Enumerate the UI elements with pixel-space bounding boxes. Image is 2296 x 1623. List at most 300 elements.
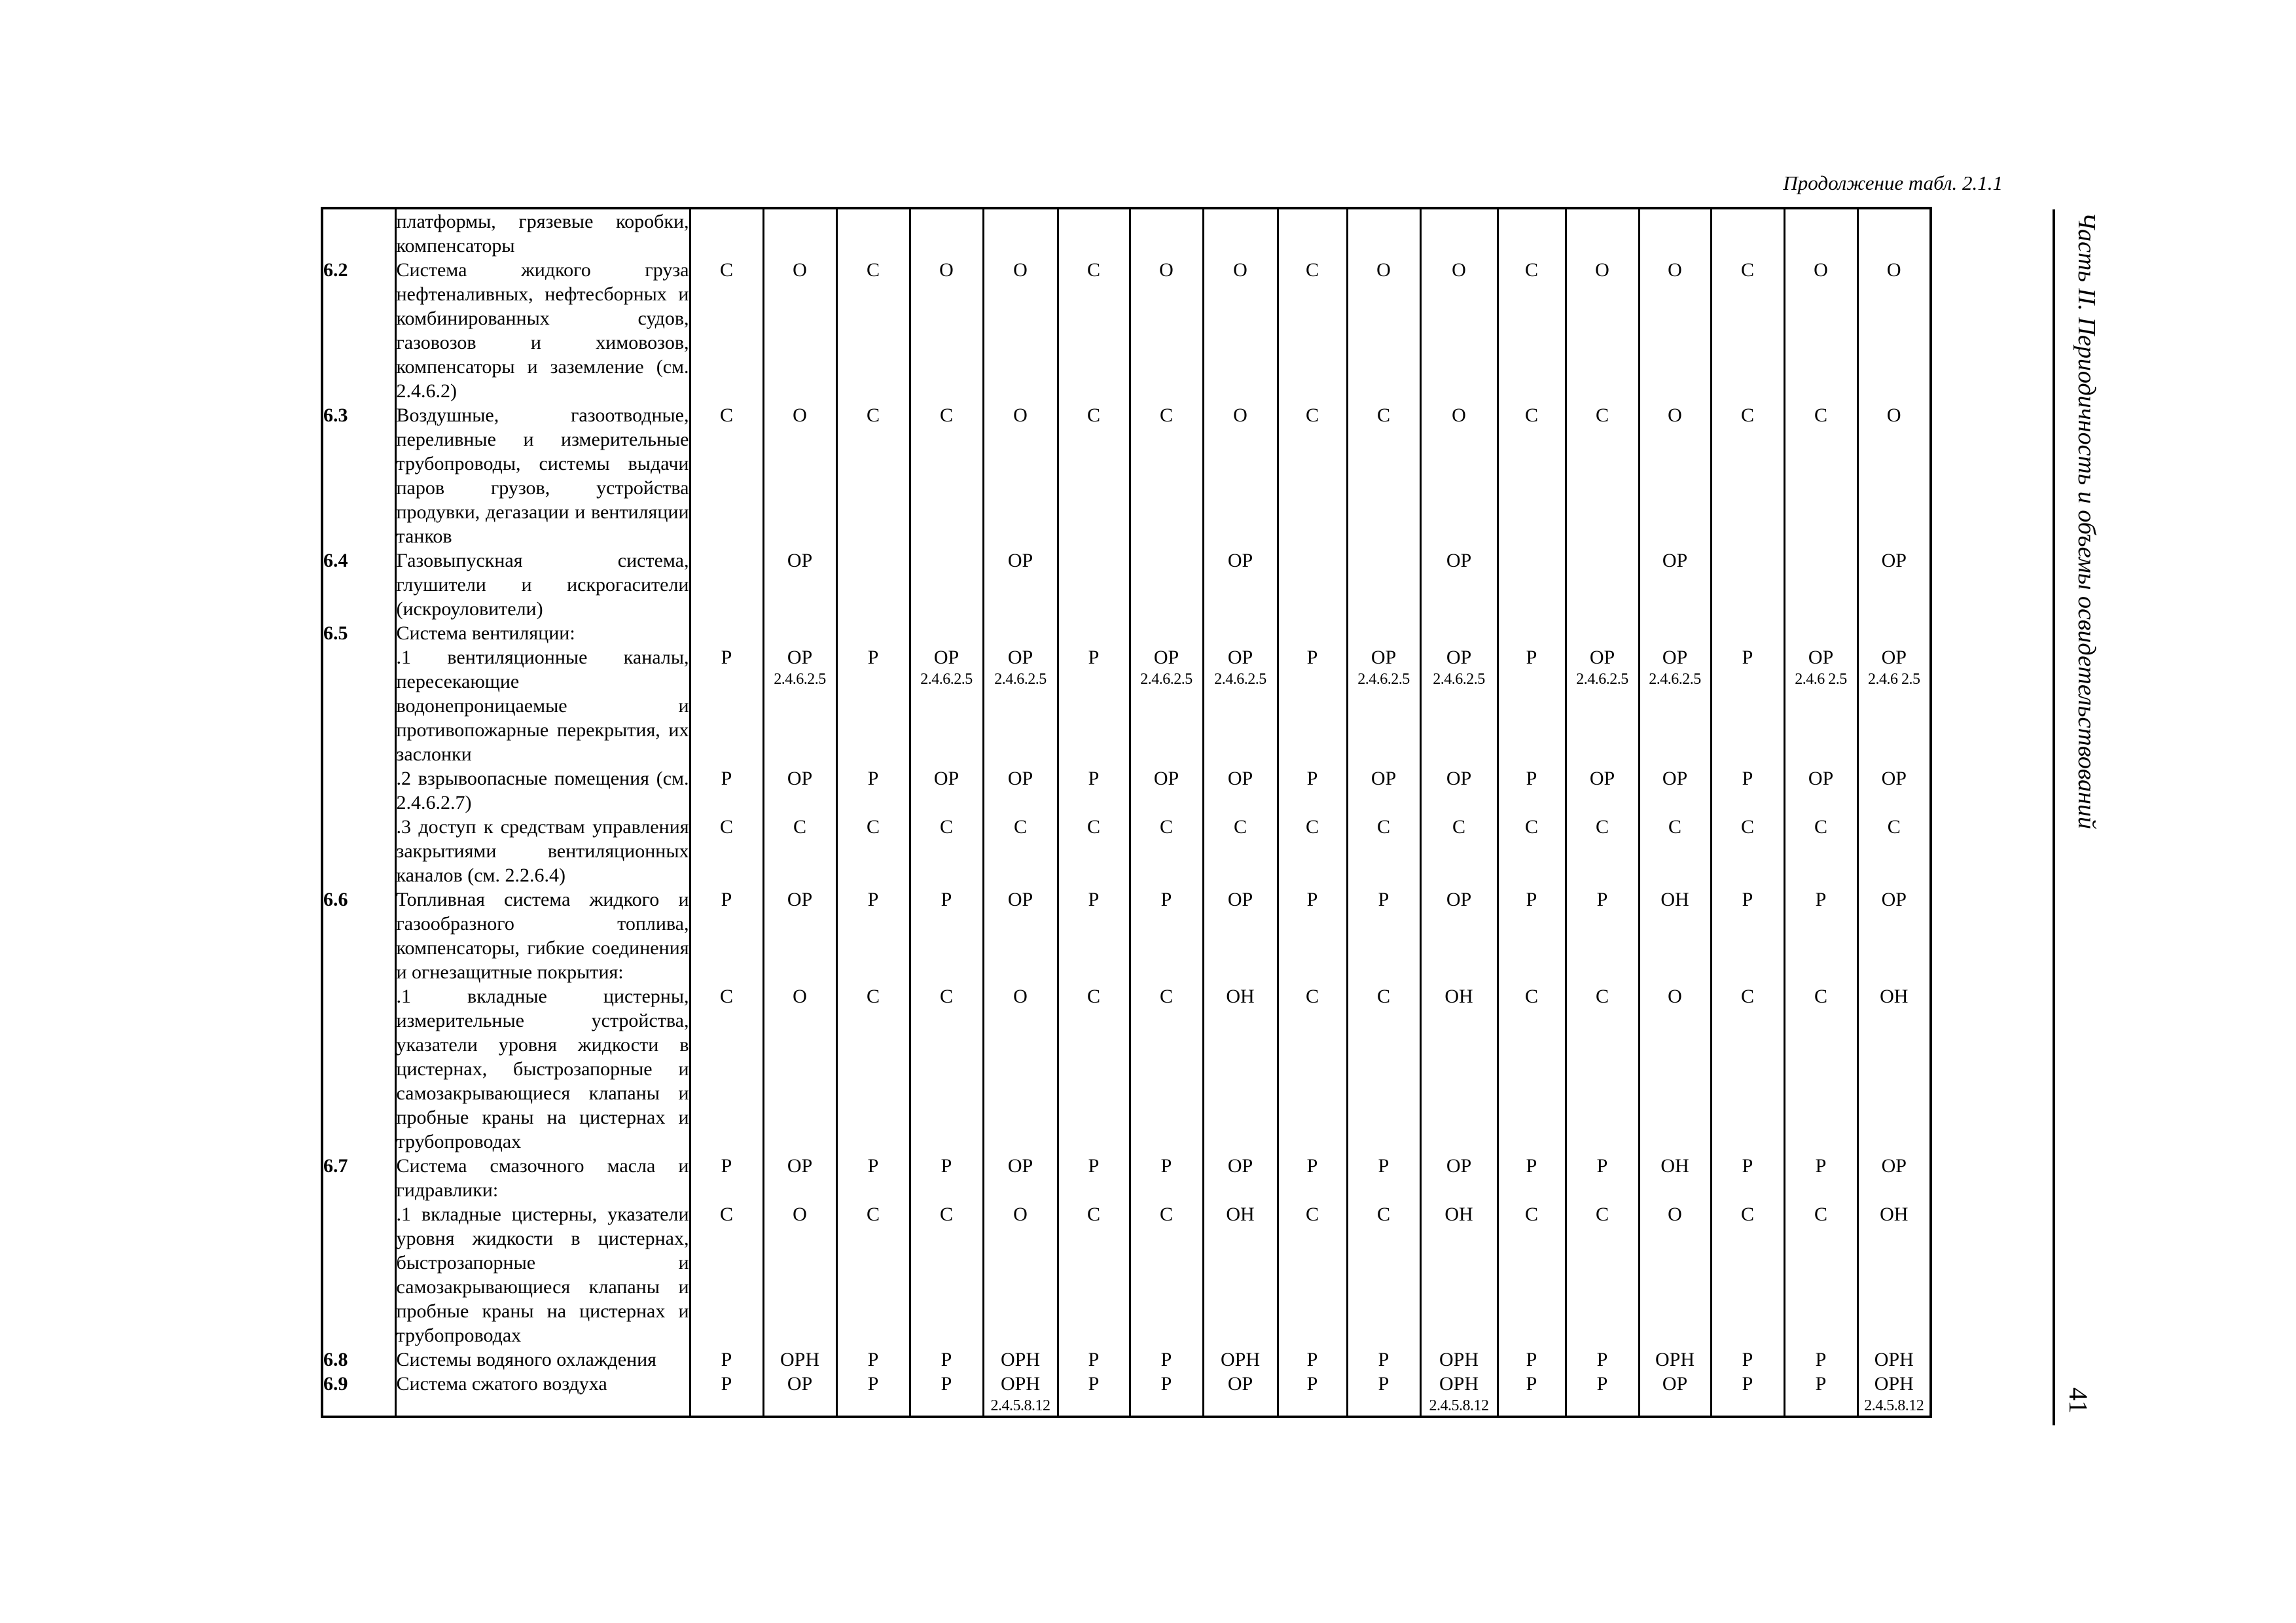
value-cell (690, 815, 763, 887)
value-cell (1058, 208, 1130, 258)
value-cell (1784, 1347, 1857, 1372)
cell-value: ОР (1589, 768, 1615, 789)
value-cell (1058, 1202, 1130, 1347)
cell-value: ОРН (1439, 1349, 1479, 1370)
cell-reference: 2.4.6.2.5 (1214, 671, 1266, 688)
cell-value: ОН (1226, 1204, 1255, 1225)
value-cell (1566, 887, 1639, 984)
value-cell (1278, 258, 1347, 403)
value-cell (1498, 645, 1566, 766)
value-cell (1130, 766, 1203, 815)
cell-value: С (1376, 816, 1390, 838)
cell-value: С (1086, 259, 1100, 281)
cell-value: С (1305, 404, 1319, 426)
value-cell (1278, 208, 1347, 258)
cell-value: Р (941, 1155, 952, 1177)
cell-value: С (1159, 986, 1173, 1007)
cell-value: Р (1306, 647, 1318, 668)
cell-value: С (719, 259, 733, 281)
value-cell (1420, 258, 1498, 403)
cell-value: ОР (1662, 1373, 1688, 1395)
value-cell (1784, 258, 1857, 403)
value-cell (983, 815, 1058, 887)
cell-value: ОР (1808, 647, 1834, 668)
cell-value: Р (1742, 1349, 1753, 1370)
cell-value: С (939, 1204, 953, 1225)
cell-value: С (1595, 986, 1609, 1007)
value-cell (910, 887, 983, 984)
cell-reference: 2.4.6.2.5 (1576, 671, 1628, 688)
value-cell (1784, 548, 1857, 621)
cell-value: Р (1306, 889, 1318, 910)
value-cell (1566, 766, 1639, 815)
cell-value: С (1086, 986, 1100, 1007)
value-cell (1857, 984, 1931, 1154)
value-cell (1566, 258, 1639, 403)
row-number: 6.5 (322, 621, 395, 645)
table-row (322, 403, 1931, 548)
value-cell (1857, 208, 1931, 258)
cell-value: Р (1526, 1373, 1537, 1395)
value-cell (1498, 548, 1566, 621)
value-cell (1203, 208, 1278, 258)
cell-value: С (1740, 1204, 1754, 1225)
value-cell (910, 766, 983, 815)
row-description: Система смазочного масла и гидравлики: (396, 1155, 689, 1201)
cell-value: С (719, 986, 733, 1007)
row-description: Система сжатого воздуха (395, 1372, 690, 1417)
cell-value: ОР (1153, 768, 1179, 789)
row-description: .1 вкладные цистерны, измерительные устройства, указатели уровня жидкости в цистернах, быстрозапорные и самозакрывающиеся клапаны и пробные краны на цистернах и трубопроводах (396, 986, 689, 1152)
cell-value: С (866, 816, 880, 838)
value-cell (1347, 1372, 1420, 1417)
cell-value: С (1305, 986, 1319, 1007)
value-cell (1498, 1347, 1566, 1372)
cell-value: С (866, 404, 880, 426)
value-cell (1711, 1347, 1784, 1372)
value-cell (763, 258, 836, 403)
value-cell (910, 815, 983, 887)
value-cell (1347, 645, 1420, 766)
value-cell (1347, 403, 1420, 548)
cell-reference: 2.4.5.8.12 (1864, 1397, 1924, 1414)
value-cell (1130, 1154, 1203, 1202)
cell-value: ОР (1007, 647, 1033, 668)
value-cell (836, 621, 910, 645)
value-cell (1130, 645, 1203, 766)
value-cell (1058, 887, 1130, 984)
cell-value: ОР (1662, 768, 1688, 789)
cell-value: С (1595, 1204, 1609, 1225)
cell-value: ОР (1227, 647, 1253, 668)
value-cell (690, 621, 763, 645)
cell-value: О (1013, 259, 1028, 281)
value-cell (1857, 621, 1931, 645)
cell-value: ОН (1444, 1204, 1473, 1225)
cell-value: С (939, 986, 953, 1007)
value-cell (1566, 1372, 1639, 1417)
value-cell (1203, 1372, 1278, 1417)
value-cell (1203, 258, 1278, 403)
value-cell (1566, 621, 1639, 645)
cell-value: ОР (1446, 647, 1472, 668)
cell-value: С (1814, 404, 1827, 426)
value-cell (1857, 766, 1931, 815)
row-number: 6.2 (322, 258, 395, 403)
value-cell (836, 403, 910, 548)
cell-value: О (793, 404, 807, 426)
cell-value: С (1740, 816, 1754, 838)
table-continuation-caption: Продолжение табл. 2.1.1 (1783, 171, 2003, 194)
value-cell (983, 1202, 1058, 1347)
cell-value: Р (1306, 768, 1318, 789)
value-cell (1711, 887, 1784, 984)
value-cell (1130, 984, 1203, 1154)
value-cell (690, 645, 763, 766)
value-cell (763, 984, 836, 1154)
value-cell (836, 645, 910, 766)
value-cell (1498, 208, 1566, 258)
value-cell (1278, 766, 1347, 815)
cell-value: ОРН (1655, 1349, 1695, 1370)
cell-reference: 2.4.6 2.5 (1795, 671, 1847, 688)
side-divider (2053, 209, 2055, 1425)
value-cell (1857, 548, 1931, 621)
cell-value: Р (1526, 889, 1537, 910)
cell-value: ОР (1371, 768, 1397, 789)
value-cell (1420, 1347, 1498, 1372)
cell-value: ОР (1662, 550, 1688, 571)
cell-value: С (1452, 816, 1465, 838)
cell-value: Р (1378, 1155, 1390, 1177)
value-cell (1566, 548, 1639, 621)
cell-value: ОР (1007, 768, 1033, 789)
value-cell (1857, 403, 1931, 548)
value-cell (1711, 1154, 1784, 1202)
cell-value: ОР (933, 768, 960, 789)
value-cell (1278, 1202, 1347, 1347)
value-cell (983, 548, 1058, 621)
value-cell (1566, 208, 1639, 258)
value-cell (690, 258, 763, 403)
value-cell (1639, 208, 1711, 258)
row-number (322, 1202, 395, 1347)
value-cell (1857, 887, 1931, 984)
value-cell (983, 766, 1058, 815)
value-cell (1130, 887, 1203, 984)
cell-value: С (1740, 986, 1754, 1007)
cell-value: ОРН (1000, 1349, 1040, 1370)
cell-value: С (719, 816, 733, 838)
cell-value: ОР (1227, 550, 1253, 571)
value-cell (1498, 258, 1566, 403)
value-cell (1347, 258, 1420, 403)
value-cell (1784, 766, 1857, 815)
value-cell (1347, 1202, 1420, 1347)
row-description: Системы водяного охлаждения (395, 1347, 690, 1372)
value-cell (763, 766, 836, 815)
value-cell (1784, 621, 1857, 645)
cell-value: О (793, 1204, 807, 1225)
value-cell (1058, 645, 1130, 766)
value-cell (763, 645, 836, 766)
value-cell (910, 1154, 983, 1202)
value-cell (1639, 403, 1711, 548)
cell-value: С (1086, 404, 1100, 426)
value-cell (1203, 815, 1278, 887)
page-number: 41 (2064, 1387, 2093, 1414)
value-cell (1639, 1372, 1711, 1417)
value-cell (1278, 403, 1347, 548)
cell-value: С (1159, 816, 1173, 838)
cell-reference: 2.4.6 2.5 (1868, 671, 1920, 688)
cell-value: Р (867, 1373, 879, 1395)
value-cell (910, 1347, 983, 1372)
value-cell (690, 1372, 763, 1417)
value-cell (1058, 258, 1130, 403)
cell-value: Р (1160, 1155, 1172, 1177)
cell-value: С (1524, 816, 1538, 838)
value-cell (1566, 1202, 1639, 1347)
value-cell (1058, 984, 1130, 1154)
row-number (322, 766, 395, 815)
value-cell (1278, 815, 1347, 887)
row-description: платформы, грязевые коробки, компенсаторы (395, 208, 690, 258)
value-cell (1203, 548, 1278, 621)
cell-value: С (1814, 816, 1827, 838)
value-cell (1203, 645, 1278, 766)
cell-value: Р (1742, 647, 1753, 668)
cell-value: Р (1526, 1155, 1537, 1177)
survey-scope-table (321, 207, 1932, 1418)
value-cell (836, 1154, 910, 1202)
row-number (322, 984, 395, 1154)
value-cell (763, 208, 836, 258)
cell-value: ОН (1660, 889, 1689, 910)
row-description: .1 вентиляционные каналы, пересекающие водонепроницаемые и противопожарные перекрытия, их заслонки (396, 647, 689, 765)
value-cell (1639, 1154, 1711, 1202)
value-cell (1857, 645, 1931, 766)
value-cell (1711, 621, 1784, 645)
value-cell (1058, 548, 1130, 621)
value-cell (836, 887, 910, 984)
cell-value: Р (1815, 889, 1827, 910)
cell-value: Р (721, 889, 732, 910)
value-cell (1711, 403, 1784, 548)
cell-value: Р (1815, 1155, 1827, 1177)
cell-value: О (793, 259, 807, 281)
cell-value: Р (721, 1155, 732, 1177)
value-cell (1347, 887, 1420, 984)
value-cell (1420, 548, 1498, 621)
cell-value: С (793, 816, 806, 838)
value-cell (1566, 403, 1639, 548)
value-cell (1784, 815, 1857, 887)
cell-value: С (1887, 816, 1901, 838)
value-cell (1566, 645, 1639, 766)
cell-value: ОН (1444, 986, 1473, 1007)
cell-value: Р (867, 768, 879, 789)
value-cell (910, 1202, 983, 1347)
cell-value: С (1086, 816, 1100, 838)
cell-value: О (1452, 259, 1466, 281)
row-description: Воздушные, газоотводные, переливные и измерительные трубопроводы, системы выдачи паров грузов, устройства продувки, дегазации и вентиляции танков (396, 404, 689, 547)
cell-value: Р (1742, 768, 1753, 789)
value-cell (836, 258, 910, 403)
value-cell (1420, 403, 1498, 548)
cell-value: Р (1596, 889, 1608, 910)
table-row (322, 258, 1931, 403)
value-cell (1203, 1202, 1278, 1347)
table-row (322, 621, 1931, 645)
cell-value: ОРН (1874, 1349, 1914, 1370)
cell-value: С (1524, 404, 1538, 426)
cell-value: Р (867, 1155, 879, 1177)
cell-value: О (1452, 404, 1466, 426)
cell-value: С (1086, 1204, 1100, 1225)
value-cell (1498, 766, 1566, 815)
value-cell (1203, 403, 1278, 548)
value-cell (836, 208, 910, 258)
cell-value: Р (1378, 1349, 1390, 1370)
value-cell (1711, 766, 1784, 815)
cell-value: ОР (1446, 1155, 1472, 1177)
value-cell (1711, 815, 1784, 887)
cell-value: ОР (1881, 768, 1907, 789)
row-description: Газовыпускная система, глушители и искрогасители (искроуловители) (396, 550, 689, 620)
value-cell (1784, 887, 1857, 984)
cell-value: С (1376, 404, 1390, 426)
table-row (322, 766, 1931, 815)
cell-value: С (1595, 404, 1609, 426)
value-cell (1498, 887, 1566, 984)
cell-value: С (866, 1204, 880, 1225)
value-cell (983, 258, 1058, 403)
cell-value: ОР (1808, 768, 1834, 789)
cell-value: ОР (787, 768, 813, 789)
cell-value: ОР (1589, 647, 1615, 668)
value-cell (690, 548, 763, 621)
cell-value: О (1668, 259, 1682, 281)
value-cell (1278, 1347, 1347, 1372)
value-cell (1278, 548, 1347, 621)
cell-value: Р (1526, 1349, 1537, 1370)
cell-value: С (1159, 1204, 1173, 1225)
value-cell (763, 1372, 836, 1417)
cell-value: О (1886, 259, 1901, 281)
table-row (322, 1202, 1931, 1347)
value-cell (836, 815, 910, 887)
value-cell (983, 645, 1058, 766)
cell-value: Р (1088, 1349, 1100, 1370)
value-cell (1130, 208, 1203, 258)
value-cell (910, 258, 983, 403)
value-cell (1498, 1202, 1566, 1347)
cell-value: ОР (1662, 647, 1688, 668)
value-cell (983, 403, 1058, 548)
cell-value: Р (941, 1373, 952, 1395)
value-cell (1420, 1202, 1498, 1347)
cell-reference: 2.4.6.2.5 (920, 671, 973, 688)
cell-value: Р (867, 647, 879, 668)
value-cell (1639, 548, 1711, 621)
table-row (322, 645, 1931, 766)
cell-value: Р (941, 1349, 952, 1370)
cell-reference: 2.4.6.2.5 (1649, 671, 1701, 688)
value-cell (1130, 1372, 1203, 1417)
cell-value: Р (1742, 889, 1753, 910)
cell-value: С (719, 404, 733, 426)
cell-value: ОН (1880, 1204, 1909, 1225)
value-cell (1784, 984, 1857, 1154)
cell-value: С (1740, 259, 1754, 281)
value-cell (1711, 258, 1784, 403)
cell-reference: 2.4.5.8.12 (990, 1397, 1050, 1414)
cell-value: С (939, 404, 953, 426)
cell-value: Р (1088, 647, 1100, 668)
cell-value: Р (1596, 1349, 1608, 1370)
cell-reference: 2.4.6.2.5 (994, 671, 1047, 688)
table-row (322, 548, 1931, 621)
cell-value: ОР (1227, 889, 1253, 910)
cell-value: Р (721, 1349, 732, 1370)
cell-value: Р (1088, 768, 1100, 789)
value-cell (1639, 984, 1711, 1154)
value-cell (1420, 645, 1498, 766)
table-row (322, 984, 1931, 1154)
value-cell (836, 766, 910, 815)
cell-value: ОР (1881, 550, 1907, 571)
value-cell (1278, 1154, 1347, 1202)
value-cell (1639, 258, 1711, 403)
cell-value: С (1305, 259, 1319, 281)
value-cell (1347, 766, 1420, 815)
cell-value: О (1233, 404, 1247, 426)
value-cell (1203, 766, 1278, 815)
value-cell (836, 1202, 910, 1347)
value-cell (690, 403, 763, 548)
cell-value: Р (1088, 1373, 1100, 1395)
value-cell (1498, 403, 1566, 548)
cell-value: О (1886, 404, 1901, 426)
value-cell (1566, 815, 1639, 887)
value-cell (836, 1347, 910, 1372)
value-cell (910, 645, 983, 766)
value-cell (1058, 403, 1130, 548)
value-cell (1711, 1202, 1784, 1347)
value-cell (1420, 815, 1498, 887)
value-cell (1347, 208, 1420, 258)
cell-reference: 2.4.6.2.5 (1433, 671, 1485, 688)
value-cell (910, 548, 983, 621)
value-cell (910, 403, 983, 548)
cell-value: Р (1742, 1373, 1753, 1395)
table-row (322, 815, 1931, 887)
cell-value: ОР (1446, 889, 1472, 910)
cell-value: ОР (787, 1155, 813, 1177)
cell-value: Р (941, 889, 952, 910)
cell-reference: 2.4.6.2.5 (1140, 671, 1193, 688)
value-cell (1639, 621, 1711, 645)
value-cell (763, 548, 836, 621)
cell-value: ОРН (1874, 1373, 1914, 1395)
cell-value: Р (721, 768, 732, 789)
value-cell (1203, 984, 1278, 1154)
value-cell (1498, 984, 1566, 1154)
value-cell (1058, 815, 1130, 887)
cell-value: ОР (1227, 1155, 1253, 1177)
cell-value: ОР (1881, 889, 1907, 910)
